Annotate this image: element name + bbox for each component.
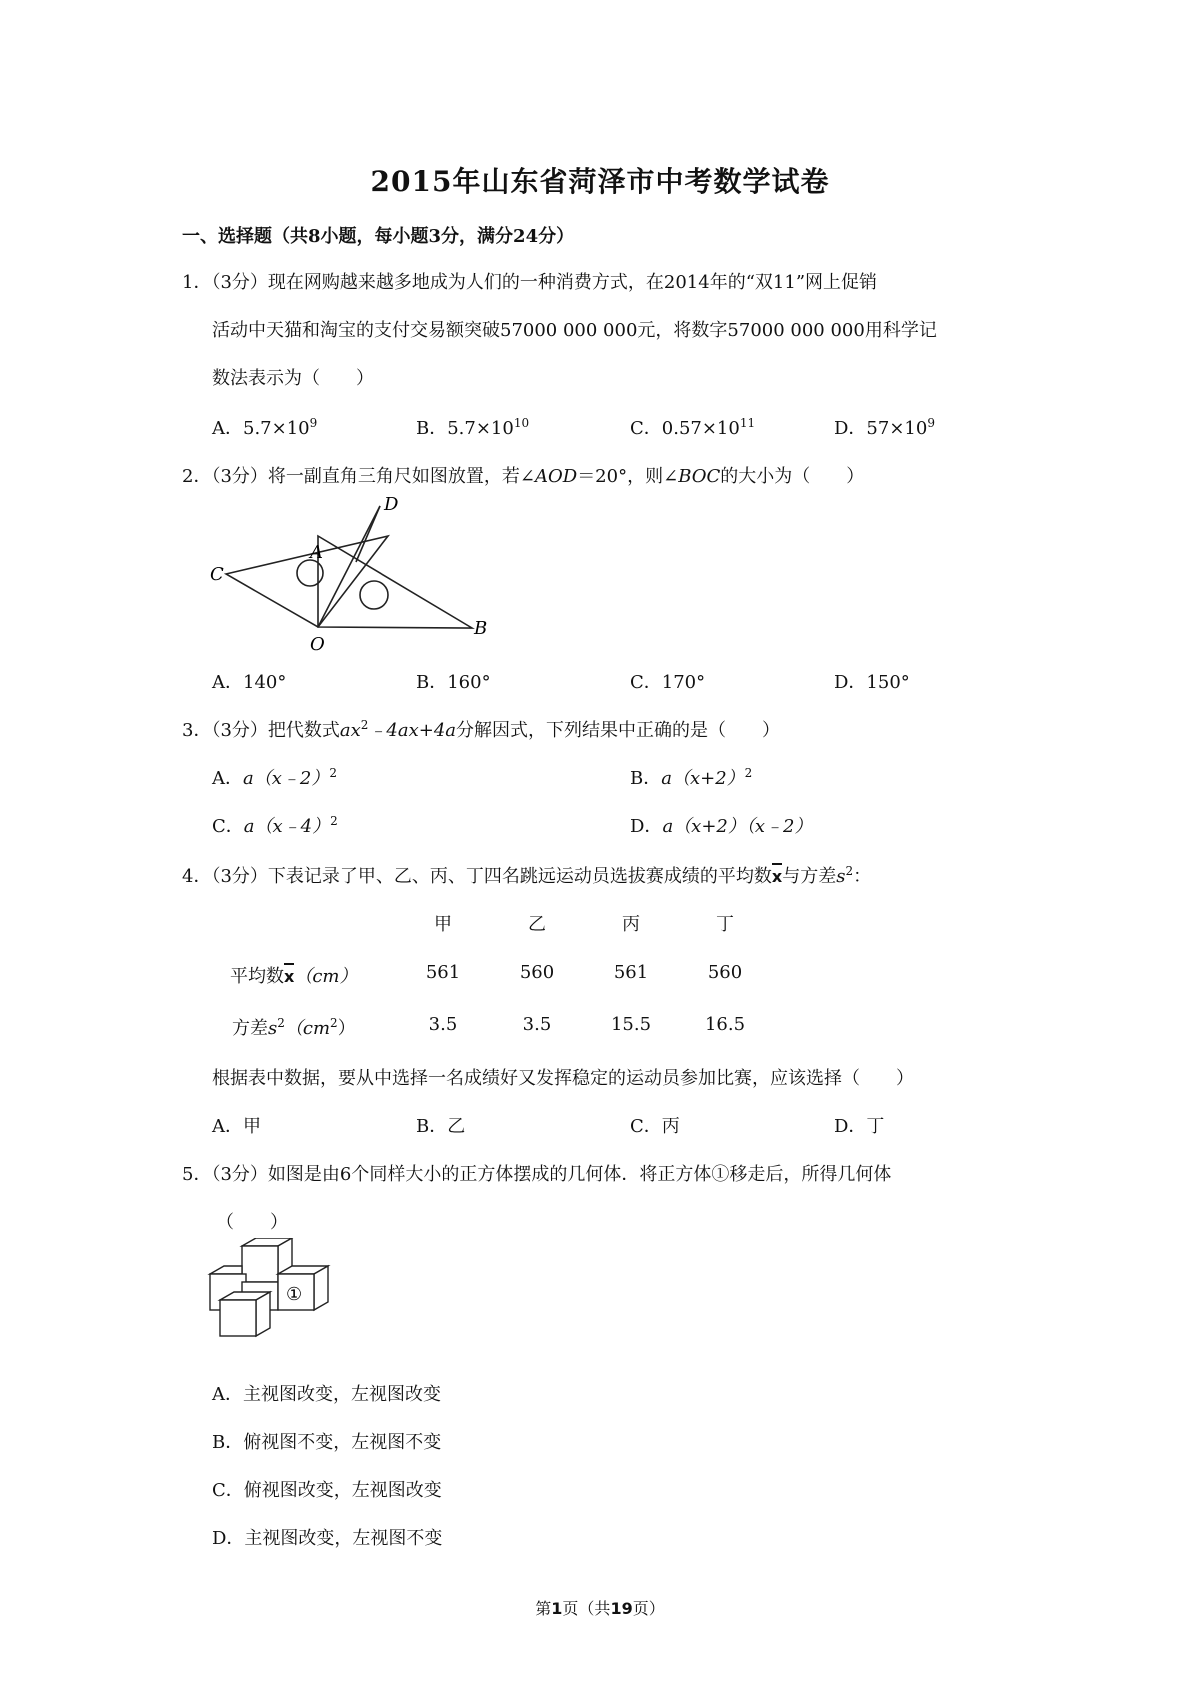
table-cell: 15.5: [610, 1014, 652, 1035]
section-heading: 一、选择题（共8小题，每小题3分，满分24分）: [182, 226, 575, 247]
table-cell: 560: [519, 962, 555, 983]
table-cell: 3.5: [428, 1014, 458, 1035]
label-a: A: [310, 542, 323, 563]
ruler-hole-left: [297, 560, 323, 586]
q1-line-2: 活动中天猫和淘宝的支付交易额突破57000 000 000元，将数字57000 000 000用科学记: [212, 320, 937, 341]
q3-option-b[interactable]: B．$a(x+2)^2$: [630, 766, 753, 789]
q1-option-d[interactable]: D．$57\times 10^9$: [834, 416, 935, 439]
q5-line-1: 5．（3分）如图是由6个同样大小的正方体摆成的几何体．将正方体①移走后，所得几何体: [182, 1164, 892, 1185]
table-header-bing: 丙: [622, 914, 640, 935]
table-header-yi: 乙: [528, 914, 546, 935]
table-header-ding: 丁: [716, 914, 734, 935]
label-d: D: [384, 496, 399, 515]
q1-line-3: 数法表示为（ ）: [212, 368, 374, 389]
q2-option-d[interactable]: D．150°: [834, 672, 910, 693]
q4-line-1: 4．（3分）下表记录了甲、乙、丙、丁四名跳远运动员选拔赛成绩的平均数x与方差$s^2$：: [182, 864, 872, 887]
label-b: B: [474, 618, 488, 639]
ruler-hole-right: [360, 581, 388, 609]
q5-line-2: （ ）: [216, 1212, 288, 1233]
segment-d: [356, 506, 380, 562]
table-cell: 560: [707, 962, 743, 983]
q3-option-a[interactable]: A．a（x﹣2）$^2$: [212, 766, 337, 789]
q3-line-1: 3．（3分）把代数式$ax^2﹣4ax+4a$分解因式，下列结果中正确的是（ ）: [182, 718, 781, 741]
q5-option-b[interactable]: B．俯视图不变，左视图不变: [212, 1432, 442, 1453]
q2-line-1: 2．（3分）将一副直角三角尺如图放置，若∠AOD＝20°，则∠BOC的大小为（ ）: [182, 466, 865, 487]
q1-option-a[interactable]: A．$5.7\times 10^9$: [212, 416, 318, 439]
q3-option-d[interactable]: D．a（x+2）（x﹣2）: [630, 816, 813, 837]
q5-option-d[interactable]: D．主视图改变，左视图不变: [212, 1528, 443, 1549]
q2-option-c[interactable]: C．170°: [630, 672, 706, 693]
q5-option-c[interactable]: C．俯视图改变，左视图改变: [212, 1480, 442, 1501]
q4-option-d[interactable]: D．丁: [834, 1116, 885, 1137]
cube-one-mark: ①: [286, 1284, 303, 1305]
triangle-rulers-figure: [206, 496, 506, 656]
q2-option-a[interactable]: A．140°: [212, 672, 287, 693]
q4-option-b[interactable]: B．乙: [416, 1116, 466, 1137]
table-row-mean-label: 平均数x（cm）: [230, 966, 358, 987]
q4-option-c[interactable]: C．丙: [630, 1116, 680, 1137]
label-c: C: [210, 564, 224, 585]
table-header-jia: 甲: [434, 914, 452, 935]
q4-option-a[interactable]: A．甲: [212, 1116, 261, 1137]
left-triangle: [226, 536, 388, 627]
q4-line-2: 根据表中数据，要从中选择一名成绩好又发挥稳定的运动员参加比赛，应该选择（ ）: [212, 1068, 914, 1089]
q5-option-a[interactable]: A．主视图改变，左视图改变: [212, 1384, 441, 1405]
q3-option-c[interactable]: C．a（x﹣4）$^2$: [212, 814, 338, 837]
cubes-figure: [206, 1238, 336, 1364]
table-cell: 3.5: [522, 1014, 552, 1035]
table-row-variance-label: 方差$s^2(cm^2)$: [232, 1016, 356, 1039]
q2-option-b[interactable]: B．160°: [416, 672, 491, 693]
table-cell: 561: [425, 962, 461, 983]
label-o: O: [310, 634, 325, 655]
q1-option-c[interactable]: C．$0.57\times 10^{11}$: [630, 416, 756, 439]
table-cell: 561: [613, 962, 649, 983]
page-footer: 第1页（共19页）: [535, 1599, 665, 1618]
q1-option-b[interactable]: B．$5.7\times 10^{10}$: [416, 416, 530, 439]
table-cell: 16.5: [704, 1014, 746, 1035]
page-title: 2015年山东省菏泽市中考数学试卷: [370, 165, 830, 198]
q1-line-1: 1．（3分）现在网购越来越多地成为人们的一种消费方式，在2014年的“双11”网上促销: [182, 272, 878, 293]
